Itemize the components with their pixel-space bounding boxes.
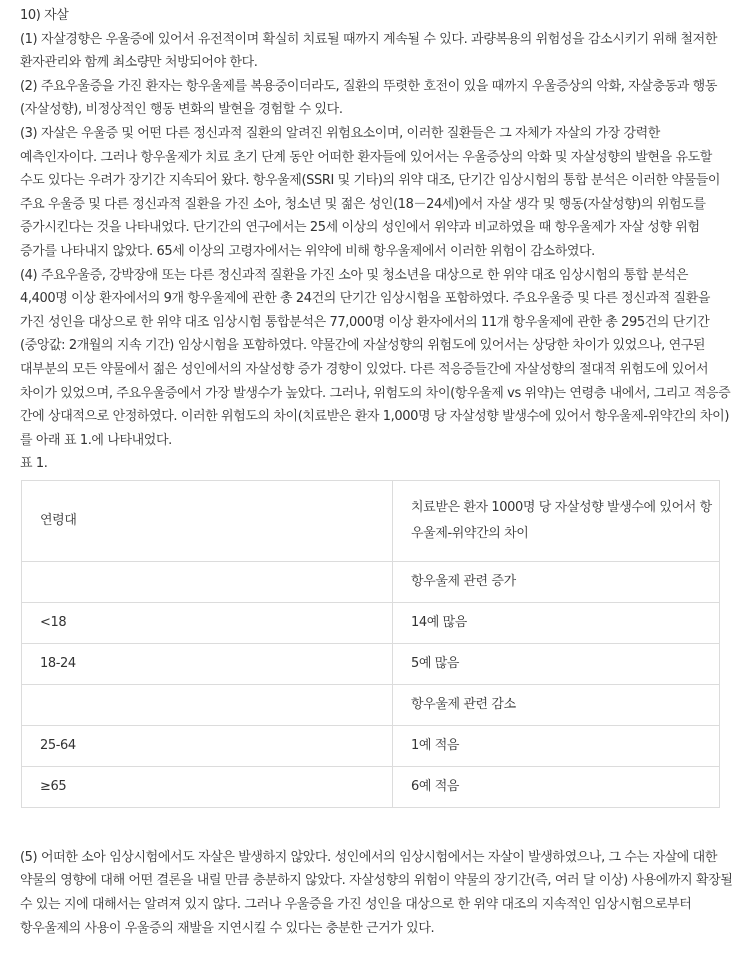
- table-cell-value: 6예 적음: [393, 766, 720, 807]
- table-cell-age: [22, 684, 393, 725]
- table-cell-age: 18-24: [22, 643, 393, 684]
- table-header-row: [22, 480, 720, 561]
- header-age-group: 연령대: [22, 480, 393, 561]
- table-cell-value: 1예 적음: [393, 725, 720, 766]
- suicidality-table: [21, 480, 720, 808]
- table-cell-age: <18: [22, 602, 393, 643]
- paragraph-3: (3) 자살은 우울증 및 어떤 다른 정신과적 질환의 알려진 위험요소이며, 이러한 질환들은 그 자체가 자살의 가장 강력한 예측인자이다. 그러나 항우울제가 치료 초기 단계 동안 어떠한 환자들에 있어서는 우울증상의 악화 및 자살성향의 발현을 유도할 수도 있다는 우려가 장기간 지속되어 왔다. 항우울제(SSRI 및 기타)의 위약 대조, 단기간 임상시험의 통합 분석은 이러한 약물들이 주요 우울증 및 다른 정신과적 질환을 가진 소아, 청소년 및 젊은 성인(18－24세)에서 자살 생각 및 행동(자살성향)의 위험도를 증가시킨다는 것을 나타내었다. 단기간의 연구에서는 25세 이상의 성인에서 위약과 비교하였을 때 항우울제가 자살 성향 위험 증가를 나타내지 않았다. 65세 이상의 고령자에서는 위약에 비해 항우울제에서 이러한 위험이 감소하였다.: [20, 125, 721, 259]
- paragraph-5: (5) 어떠한 소아 임상시험에서도 자살은 발생하지 않았다. 성인에서의 임상시험에서는 자살이 발생하였으나, 그 수는 자살에 대한 약물의 영향에 대해 어떤 결론을 내릴 만큼 충분하지 않았다. 자살성향의 위험이 약물의 장기간(즉, 여러 달 이상) 사용에까지 확장될 수 있는 지에 대해서는 알려져 있지 않다. 그러나 우울증을 가진 성인을 대상으로 한 위약 대조의 지속적인 임상시험으로부터 항우울제의 사용이 우울증의 재발을 지연시킬 수 있다는 충분한 근거가 있다.: [20, 849, 733, 936]
- table-cell-age: [22, 561, 393, 602]
- table-row: [22, 643, 720, 684]
- paragraph-1: (1) 자살경향은 우울증에 있어서 유전적이며 확실히 치료될 때까지 계속될 수 있다. 과량복용의 위험성을 감소시키기 위해 철저한 환자관리와 함께 최소량만 처방되어야 한다.: [20, 31, 717, 71]
- table-cell-value: 항우울제 관련 증가: [393, 561, 720, 602]
- table-row: [22, 725, 720, 766]
- table-row: [22, 561, 720, 602]
- paragraph-4: (4) 주요우울증, 강박장애 또는 다른 정신과적 질환을 가진 소아 및 청소년을 대상으로 한 위약 대조 임상시험의 통합 분석은 4,400명 이상 환자에서의 9개 항우울제에 관한 총 24건의 단기간 임상시험을 포함하였다. 주요우울증 및 다른 정신과적 질환을 가진 성인을 대상으로 한 위약 대조 임상시험 통합분석은 77,000명 이상 환자에서의 11개 항우울제에 관한 총 295건의 단기간(중앙값: 2개월의 지속 기간) 임상시험을 포함하였다. 약물간에 자살성향의 위험도에 있어서는 상당한 차이가 있었으나, 연구된 대부분의 모든 약물에서 젊은 성인에서의 자살성향 증가 경향이 있었다. 다른 적응증들간에 자살성향의 절대적 위험도에 있어서 차이가 있었으며, 주요우울증에서 가장 발생수가 높았다. 그러나, 위험도의 차이(항우울제 vs 위약)는 연령층 내에서, 그리고 적응증 간에 상대적으로 안정하였다. 이러한 위험도의 차이(치료받은 환자 1,000명 당 자살성향 발생수에 있어서 항우울제-위약간의 차이)를 아래 표 1.에 나타내었다.: [20, 267, 731, 448]
- paragraph-2: (2) 주요우울증을 가진 환자는 항우울제를 복용중이더라도, 질환의 뚜렷한 호전이 있을 때까지 우울증상의 악화, 자살충동과 행동(자살성향), 비정상적인 행동 변화의 발현을 경험할 수 있다.: [20, 78, 717, 118]
- table-cell-value: 14예 많음: [393, 602, 720, 643]
- table-cell-age: ≥65: [22, 766, 393, 807]
- table-cell-age: 25-64: [22, 725, 393, 766]
- table-row: [22, 766, 720, 807]
- table-row: [22, 602, 720, 643]
- table-row: [22, 684, 720, 725]
- table-cell-value: 항우울제 관련 감소: [393, 684, 720, 725]
- table-cell-value: 5예 많음: [393, 643, 720, 684]
- section-heading: 10) 자살: [20, 8, 69, 23]
- header-difference: 치료받은 환자 1000명 당 자살성향 발생수에 있어서 항우울제-위약간의 차이: [393, 480, 720, 561]
- table-caption: 표 1.: [20, 456, 48, 472]
